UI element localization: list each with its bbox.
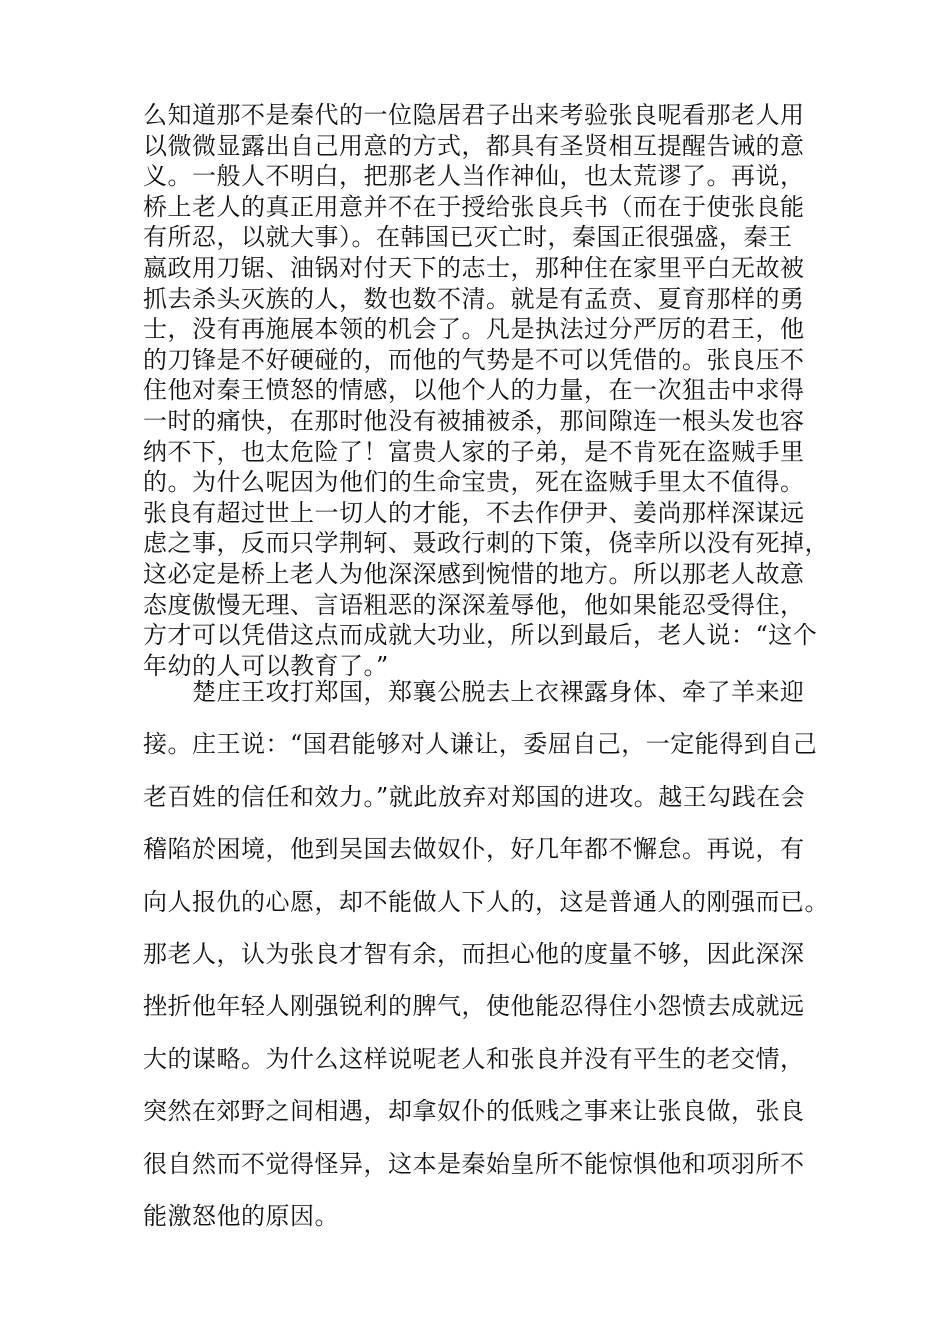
paragraph-1 [143, 100, 843, 681]
text-line: 能激怒他的原因。 [143, 1202, 339, 1231]
text-line: 这必定是桥上老人为他深深感到惋惜的地方。所以那老人故意 [143, 559, 805, 588]
text-line: 么知道那不是秦代的一位隐居君子出来考验张良呢看那老人用 [143, 101, 805, 129]
text-line: 楚庄王攻打郑国，郑襄公脱去上衣裸露身体、牵了羊来迎 [143, 678, 805, 706]
text-line: 接。庄王说：“国君能够对人谦让，委屈自己，一定能得到自己 [143, 730, 818, 759]
text-line: 的。为什么呢因为他们的生命宝贵，死在盗贼手里太不值得。 [143, 468, 805, 497]
text-line: 抓去杀头灭族的人，数也数不清。就是有孟贲、夏育那样的勇 [143, 284, 805, 313]
text-line: 老百姓的信任和效力。”就此放弃对郑国的进攻。越王勾践在会 [143, 782, 806, 811]
text-line: 挫折他年轻人刚强锐利的脾气，使他能忍得住小怨愤去成就远 [143, 992, 805, 1021]
text-line: 以微微显露出自己用意的方式，都具有圣贤相互提醒告诫的意 [143, 131, 805, 160]
text-line: 突然在郊野之间相遇，却拿奴仆的低贱之事来让张良做，张良 [143, 1097, 805, 1126]
text-line: 那老人，认为张良才智有余，而担心他的度量不够，因此深深 [143, 940, 805, 969]
text-line: 义。一般人不明白，把那老人当作神仙，也太荒谬了。再说， [143, 162, 805, 191]
text-line: 有所忍，以就大事）。在韩国已灭亡时，秦国正很强盛，秦王 [143, 223, 793, 252]
text-line: 很自然而不觉得怪异，这本是秦始皇所不能惊惧他和项羽所不 [143, 1149, 805, 1178]
text-line: 一时的痛快，在那时他没有被捕被杀，那间隙连一根头发也容 [143, 406, 805, 435]
text-line: 的刀锋是不好硬碰的，而他的气势是不可以凭借的。张良压不 [143, 345, 805, 374]
text-line: 桥上老人的真正用意并不在于授给张良兵书（而在于使张良能 [143, 192, 805, 221]
text-line: 士，没有再施展本领的机会了。凡是执法过分严厉的君王，他 [143, 315, 805, 344]
text-line: 稽陷於困境，他到吴国去做奴仆，好几年都不懈怠。再说，有 [143, 835, 805, 864]
text-line: 态度傲慢无理、言语粗恶的深深羞辱他，他如果能忍受得住， [143, 590, 805, 619]
text-line: 大的谋略。为什么这样说呢老人和张良并没有平生的老交情， [143, 1044, 805, 1073]
paragraph-2 [143, 666, 843, 1242]
text-line: 张良有超过世上一切人的才能，不去作伊尹、姜尚那样深谋远 [143, 498, 805, 527]
text-line: 虑之事，反而只学荆轲、聂政行刺的下策，侥幸所以没有死掉， [143, 529, 829, 558]
text-line: 纳不下，也太危险了！富贵人家的子弟，是不肯死在盗贼手里 [143, 437, 805, 466]
text-line: 住他对秦王愤怒的情感，以他个人的力量，在一次狙击中求得 [143, 376, 805, 405]
text-line: 方才可以凭借这点而成就大功业，所以到最后，老人说：“这个 [143, 621, 818, 650]
text-line: 年幼的人可以教育了。” [143, 651, 389, 680]
text-line: 嬴政用刀锯、油锅对付天下的志士，那种住在家里平白无故被 [143, 253, 805, 282]
text-line: 向人报仇的心愿，却不能做人下人的，这是普通人的刚强而已。 [143, 887, 829, 916]
